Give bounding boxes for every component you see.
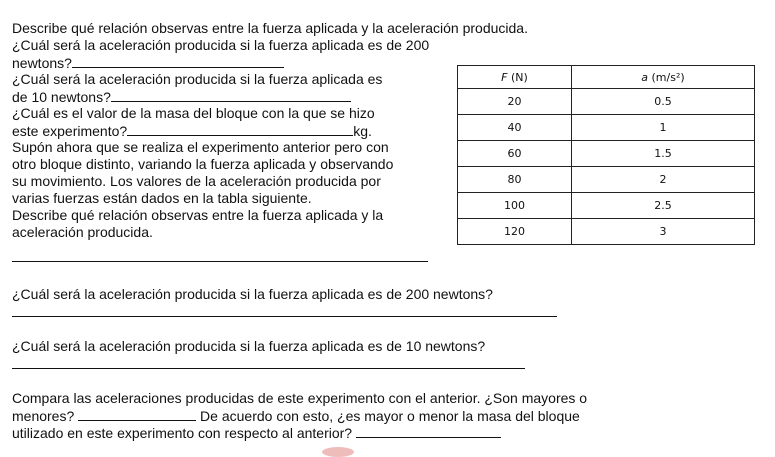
table-row: [458, 115, 755, 141]
table-cell-force: 100: [458, 193, 572, 219]
table-cell-force: 40: [458, 115, 572, 141]
table-header-acceleration: a (m/s²): [571, 66, 754, 89]
text-line: newtons?: [12, 54, 284, 71]
text-line: Describe qué relación observas entre la fuerza aplicada y la: [12, 207, 384, 223]
table-cell-force: 60: [458, 141, 572, 167]
table-cell-acceleration: 0.5: [571, 89, 754, 115]
answer-blank[interactable]: [127, 122, 353, 136]
table-cell-acceleration: 1: [571, 115, 754, 141]
answer-line[interactable]: [12, 368, 525, 369]
text-line: utilizado en este experimento con respecto al anterior?: [12, 424, 501, 441]
question-10-newtons: ¿Cuál será la aceleración producida si la fuerza aplicada es de 10 newtons?: [12, 338, 486, 354]
red-mark-decoration: [322, 447, 354, 457]
table-cell-force: 80: [458, 167, 572, 193]
text-line: ¿Cuál será la aceleración producida si la fuerza aplicada es de 200: [12, 37, 430, 53]
text-line: ¿Cuál es el valor de la masa del bloque con la que se hizo: [12, 105, 375, 121]
table-row: [458, 141, 755, 167]
answer-blank[interactable]: [72, 54, 284, 68]
text-line: otro bloque distinto, variando la fuerza aplicada y observando: [12, 156, 394, 172]
question-200-newtons: ¿Cuál será la aceleración producida si la fuerza aplicada es de 200 newtons?: [12, 286, 493, 302]
table-cell-acceleration: 1.5: [571, 141, 754, 167]
answer-line[interactable]: [12, 316, 557, 317]
text-line: Supón ahora que se realiza el experimento anterior pero con: [12, 139, 389, 155]
text-line: este experimento? kg.: [12, 123, 372, 139]
table-cell-acceleration: 3: [571, 219, 754, 245]
answer-blank[interactable]: [356, 424, 501, 438]
table-cell-force: 120: [458, 219, 572, 245]
table-cell-acceleration: 2: [571, 167, 754, 193]
text-line: ¿Cuál será la aceleración producida si la fuerza aplicada es: [12, 71, 383, 87]
table-header-row: [458, 66, 755, 89]
answer-line[interactable]: [12, 261, 428, 262]
table-header-force: F (N): [458, 66, 572, 89]
text-line: aceleración producida.: [12, 224, 153, 240]
text-line: Describe qué relación observas entre la fuerza aplicada y la aceleración producida.: [12, 20, 528, 36]
table-row: [458, 219, 755, 245]
table-cell-force: 20: [458, 89, 572, 115]
table-cell-acceleration: 2.5: [571, 193, 754, 219]
answer-blank[interactable]: [78, 407, 196, 421]
text-line: su movimiento. Los valores de la aceleración producida por: [12, 173, 381, 189]
table-row: [458, 167, 755, 193]
text-line: menores? De acuerdo con esto, ¿es mayor o menor la masa del bloque: [12, 408, 580, 424]
answer-blank[interactable]: [111, 88, 351, 102]
table-row: [458, 193, 755, 219]
text-line: varias fuerzas están dados en la tabla siguiente.: [12, 190, 312, 206]
text-line: Compara las aceleraciones producidas de este experimento con el anterior. ¿Son mayores o: [12, 390, 588, 406]
table-row: [458, 89, 755, 115]
force-acceleration-table: [457, 65, 755, 245]
text-line: de 10 newtons?: [12, 88, 351, 105]
